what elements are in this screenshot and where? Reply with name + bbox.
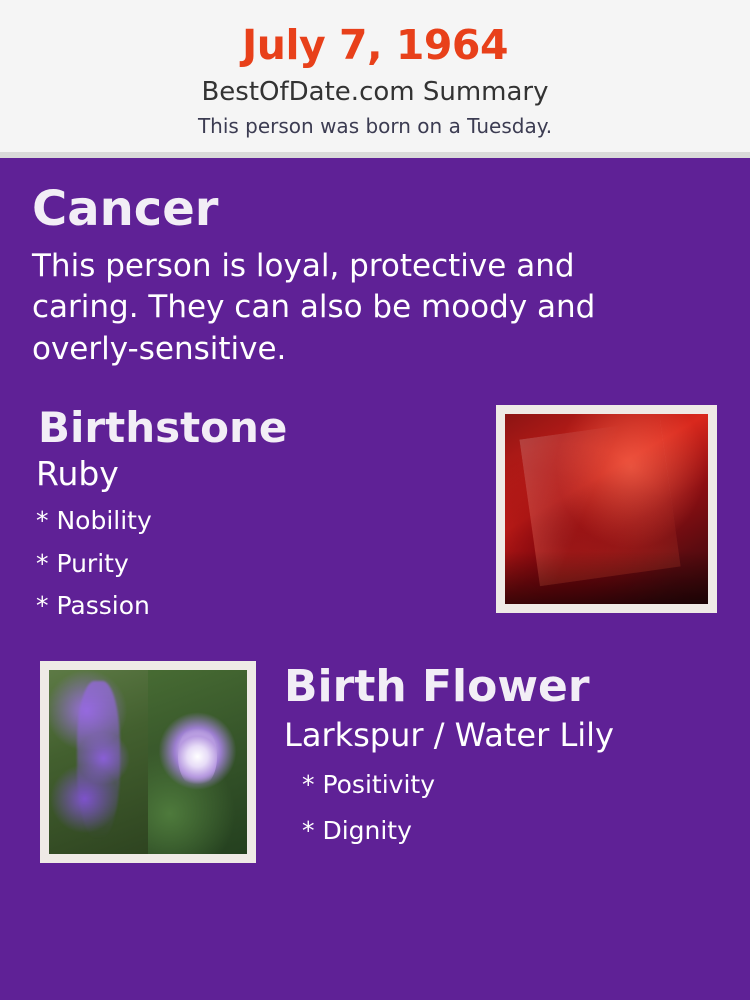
- birthstone-name: Ruby: [36, 454, 119, 494]
- zodiac-section: [32, 182, 718, 371]
- page-header: [0, 0, 750, 152]
- larkspur-photo: [49, 670, 148, 854]
- birth-flower-traits: [298, 769, 718, 846]
- birth-flower-name: Larkspur / Water Lily: [284, 716, 614, 755]
- birth-weekday-note: This person was born on a Tuesday.: [197, 114, 553, 139]
- birthstone-trait: * Nobility: [36, 506, 152, 536]
- birthstone-trait: * Purity: [36, 548, 129, 578]
- birth-flower-text-block: [284, 661, 718, 846]
- birth-flower-trait: * Dignity: [302, 815, 412, 845]
- ruby-gemstone-image: [496, 405, 717, 613]
- birth-flower-trait: * Positivity: [302, 770, 435, 800]
- birth-flower-section: [32, 661, 718, 881]
- birth-flower-image: [40, 661, 256, 863]
- ruby-gemstone-photo: [505, 414, 708, 604]
- birthstone-trait: * Passion: [36, 590, 150, 620]
- summary-body: [0, 158, 750, 881]
- site-summary-label: BestOfDate.com Summary: [201, 77, 549, 108]
- zodiac-description: This person is loyal, protective and caring. They can also be moody and overly-sensitive.: [32, 247, 596, 368]
- birthstone-section: [32, 405, 718, 635]
- birthstone-heading: Birthstone: [38, 403, 288, 453]
- zodiac-sign-title: Cancer: [32, 181, 219, 238]
- page-title: July 7, 1964: [242, 21, 508, 69]
- water-lily-photo: [148, 670, 247, 854]
- birth-flower-heading: Birth Flower: [284, 661, 590, 713]
- birthstone-text-block: [32, 405, 472, 621]
